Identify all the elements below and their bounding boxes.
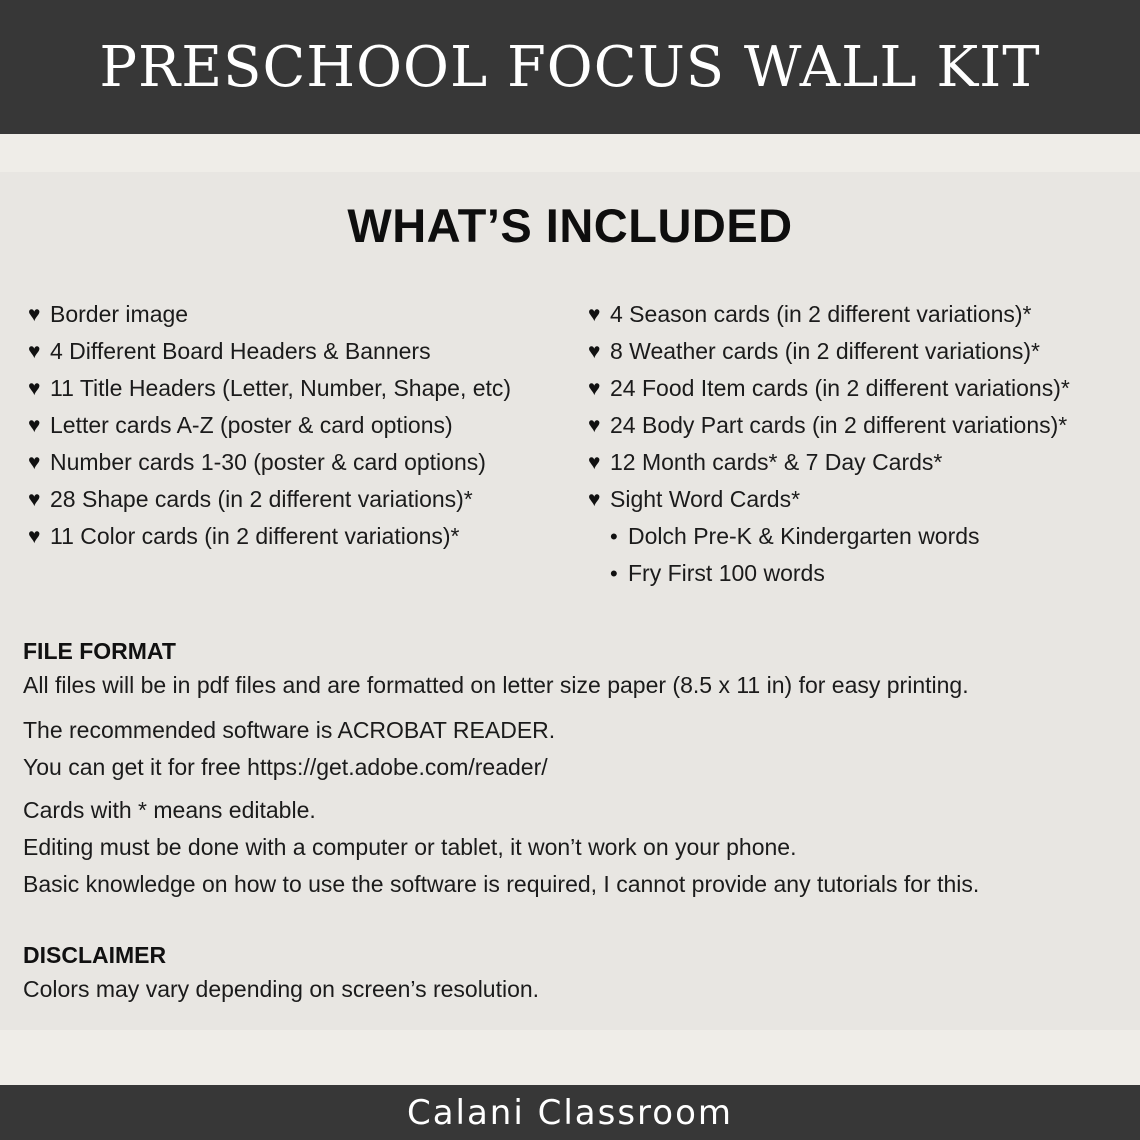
disclaimer-section <box>23 940 539 1008</box>
list-item: ♥ Letter cards A-Z (poster & card options) <box>28 407 511 444</box>
list-item: ♥ 8 Weather cards (in 2 different variations)* <box>588 333 1070 370</box>
disclaimer-heading: DISCLAIMER <box>23 942 167 968</box>
list-item: ♥ 28 Shape cards (in 2 different variations)* <box>28 481 511 518</box>
sub-list-item: • Fry First 100 words <box>588 555 1070 592</box>
list-item: ♥ 24 Food Item cards (in 2 different variations)* <box>588 370 1070 407</box>
list-item: ♥ Sight Word Cards* <box>588 481 1070 518</box>
file-format-line: The recommended software is ACROBAT READER. <box>23 717 556 743</box>
bullet-icon: • <box>610 524 618 549</box>
file-format-line: Cards with * means editable. <box>23 797 316 823</box>
list-item: ♥ Border image <box>28 296 511 333</box>
file-format-line: All files will be in pdf files and are formatted on letter size paper (8.5 x 11 in) for easy printing. <box>23 672 969 698</box>
file-format-section <box>23 636 979 903</box>
file-format-heading: FILE FORMAT <box>23 638 176 664</box>
list-item: ♥ 4 Different Board Headers & Banners <box>28 333 511 370</box>
bullet-icon: • <box>610 561 618 586</box>
section-title: WHAT’S INCLUDED <box>347 199 793 252</box>
heart-icon: ♥ <box>28 451 41 474</box>
list-item: ♥ 12 Month cards* & 7 Day Cards* <box>588 444 1070 481</box>
brand-name: Calani Classroom <box>406 1092 734 1133</box>
list-item: ♥ 11 Color cards (in 2 different variations)* <box>28 518 511 555</box>
heart-icon: ♥ <box>588 414 601 437</box>
list-item: ♥ 4 Season cards (in 2 different variations)* <box>588 296 1070 333</box>
list-item: ♥ 11 Title Headers (Letter, Number, Shape, etc) <box>28 370 511 407</box>
included-list-left <box>28 296 511 555</box>
list-item: ♥ Number cards 1-30 (poster & card options) <box>28 444 511 481</box>
heart-icon: ♥ <box>588 451 601 474</box>
heart-icon: ♥ <box>28 414 41 437</box>
heart-icon: ♥ <box>588 377 601 400</box>
heart-icon: ♥ <box>28 377 41 400</box>
footer-bar <box>0 1085 1140 1140</box>
heart-icon: ♥ <box>28 525 41 548</box>
file-format-line: Editing must be done with a computer or tablet, it won’t work on your phone. <box>23 834 797 860</box>
sub-list-item: • Dolch Pre-K & Kindergarten words <box>588 518 1070 555</box>
file-format-line: You can get it for free https://get.adobe.com/reader/ <box>23 754 548 780</box>
file-format-line: Basic knowledge on how to use the software is required, I cannot provide any tutorials for this. <box>23 871 980 897</box>
included-list-right <box>588 296 1070 592</box>
heart-icon: ♥ <box>588 340 601 363</box>
heart-icon: ♥ <box>28 340 41 363</box>
disclaimer-text: Colors may vary depending on screen’s resolution. <box>23 976 540 1002</box>
header-bar <box>0 0 1140 134</box>
heart-icon: ♥ <box>588 303 601 326</box>
heart-icon: ♥ <box>28 303 41 326</box>
heart-icon: ♥ <box>588 488 601 511</box>
list-item: ♥ 24 Body Part cards (in 2 different variations)* <box>588 407 1070 444</box>
page-title: PRESCHOOL FOCUS WALL KIT <box>99 34 1041 100</box>
heart-icon: ♥ <box>28 488 41 511</box>
